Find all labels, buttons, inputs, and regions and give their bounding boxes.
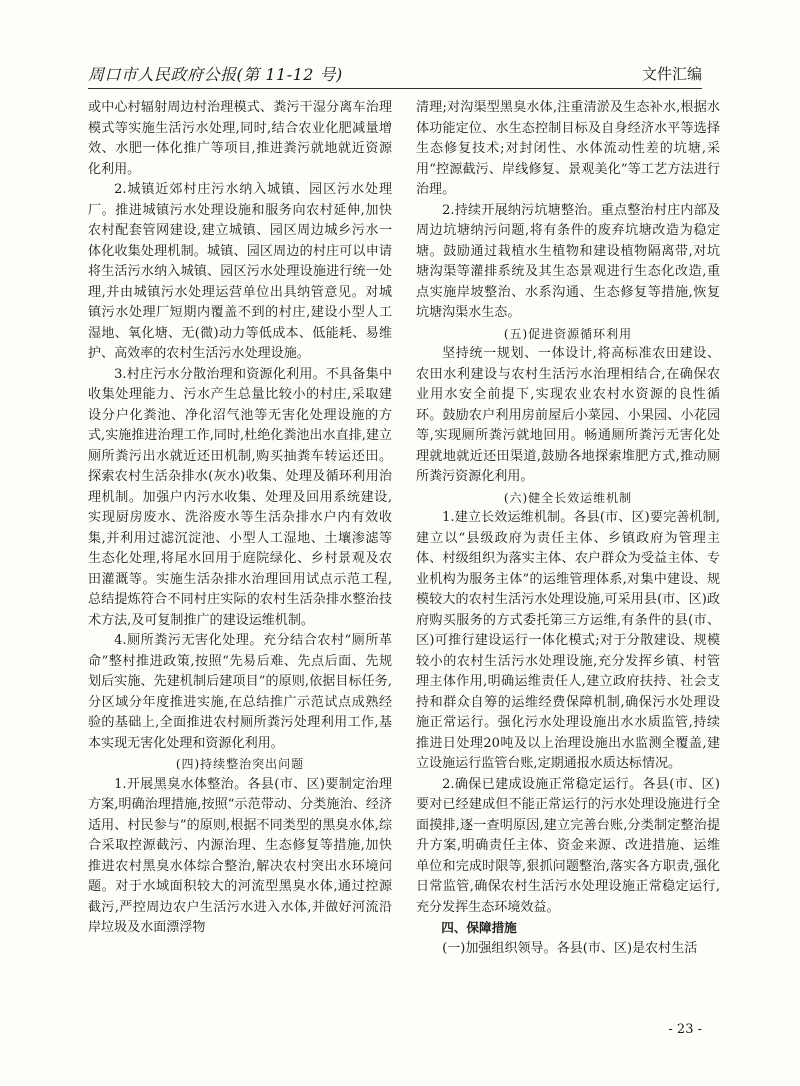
paragraph: 1.建立长效运维机制。各县(市、区)要完善机制,建立以“县级政府为责任主体、乡镇政府为管理主体、村级组织为落实主体、农户群众为受益主体、专业机构为服务主体”的运维管理体系,对集中建设、规模较大的农村生活污水处理设施,可采用县(市、区)政府购买服务的方式委托第三方运维,有条件的县(市、区)可推行建设运行一体化模式;对于分散建设、规模较小的农村生活污水处理设施,充分发挥乡镇、村管理主体作用,明确运维责任人,建立政府扶持、社会支持和群众自筹的运维经费保障机制,确保污水处理设施正常运行。强化污水处理设施出水水质监管,持续推进日处理20吨及以上治理设施出水监测全覆盖,建立设施运行监管台账,定期通报水质达标情况。 [416,510,720,771]
paragraph: 2.持续开展纳污坑塘整治。重点整治村庄内部及周边坑塘纳污问题,将有条件的废弃坑塘改造为稳定塘。鼓励通过栽植水生植物和建设植物隔离带,对坑塘沟渠等灌排系统及其生态景观进行生态化改造,重点实施岸坡整治、水系沟通、生态修复等措施,恢复坑塘沟渠水生态。 [416,202,720,320]
bulletin-title: 周口市人民政府公报(第 11-12 号) [88,65,343,84]
paragraph: 2.确保已建成设施正常稳定运行。各县(市、区)要对已经建成但不能正常运行的污水处理设施进行全面摸排,逐一查明原因,建立完善台账,分类制定整治提升方案,明确责任主体、资金来源、改进措施、运维单位和完成时限等,狠抓问题整治,落实各方职责,强化日常监管,确保农村生活污水处理设施正常稳定运行,充分发挥生态环境效益。 [416,776,720,915]
section-heading: 四、保障措施 [441,920,517,935]
subsection-heading: (六)健全长效运维机制 [503,490,633,505]
page-number: - 23 - [668,1022,702,1037]
paragraph: 1.开展黑臭水体整治。各县(市、区)要制定治理方案,明确治理措施,按照“示范带动、分类施治、经济适用、村民参与”的原则,根据不同类型的黑臭水体,综合采取控源截污、内源治理、生态修复等措施,加快推进农村黑臭水体综合整治,解决农村突出水环境问题。对于水域面积较大的河流型黑臭水体,通过控源截污,严控周边农户生活污水进入水体,并做好河流沿岸垃圾及水面漂浮物 [88,776,392,935]
paragraph: 清理;对沟渠型黑臭水体,注重清淤及生态补水,根据水体功能定位、水生态控制目标及自身经济水平等选择生态修复技术;对封闭性、水体流动性差的坑塘,采用“控源截污、岸线修复、景观美化”等工艺方法进行治理。 [416,100,720,197]
subsection-heading: (五)促进资源循环利用 [503,326,633,341]
right-column [416,98,720,959]
left-column [88,98,392,939]
paragraph: (一)加强组织领导。各县(市、区)是农村生活 [442,940,698,956]
paragraph: 2.城镇近郊村庄污水纳入城镇、园区污水处理厂。推进城镇污水处理设施和服务向农村延伸,加快农村配套管网建设,建立城镇、园区周边城乡污水一体化收集处理机制。城镇、园区周边的村庄可以申请将生活污水纳入城镇、园区污水处理设施进行统一处理,并由城镇污水处理运营单位出具纳管意见。对城镇污水处理厂短期内覆盖不到的村庄,建设小型人工湿地、氧化塘、无(微)动力等低成本、低能耗、易维护、高效率的农村生活污水处理设施。 [88,182,392,361]
page-header [88,60,702,89]
section-title: 文件汇编 [641,65,702,83]
paragraph: 3.村庄污水分散治理和资源化利用。不具备集中收集处理能力、污水产生总量比较小的村庄,采取建设分户化粪池、净化沼气池等无害化处理设施的方式,实施推进治理工作,同时,杜绝化粪池出水直排,建立厕所粪污出水就近还田机制,购买抽粪车转运还田。探索农村生活杂排水(灰水)收集、处理及循环利用治理机制。加强户内污水收集、处理及回用系统建设,实现厨房废水、洗浴废水等生活杂排水户内有效收集,并利用过滤沉淀池、小型人工湿地、土壤渗滤等生态化处理,将尾水回用于庭院绿化、乡村景观及农田灌溉等。实施生活杂排水治理回用试点示范工程,总结提炼符合不同村庄实际的农村生活杂排水整治技术方法,及可复制推广的建设运维机制。 [88,366,392,628]
paragraph: 坚持统一规划、一体设计,将高标准农田建设、农田水利建设与农村生活污水治理相结合,在确保农业用水安全前提下,实现农业农村水资源的良性循环。鼓励农户利用房前屋后小菜园、小果园、小花园等,实现厕所粪污就地回用。畅通厕所粪污无害化处理就地就近还田渠道,鼓励各地探索堆肥方式,推动厕所粪污资源化利用。 [416,346,720,484]
paragraph: 4.厕所粪污无害化处理。充分结合农村“厕所革命”整村推进政策,按照“先易后难、先点后面、先规划后实施、先建机制后建项目”的原则,依据目标任务,分区域分年度推进实施,在总结推广示范试点成熟经验的基础上,全面推进农村厕所粪污处理利用工作,基本实现无害化处理和资源化利用。 [88,633,392,751]
paragraph: 或中心村辐射周边村治理模式、粪污干湿分离车治理模式等实施生活污水处理,同时,结合农业化肥减量增效、水肥一体化推广等项目,推进粪污就地就近资源化利用。 [88,100,392,177]
subsection-heading: (四)持续整治突出问题 [175,757,305,771]
